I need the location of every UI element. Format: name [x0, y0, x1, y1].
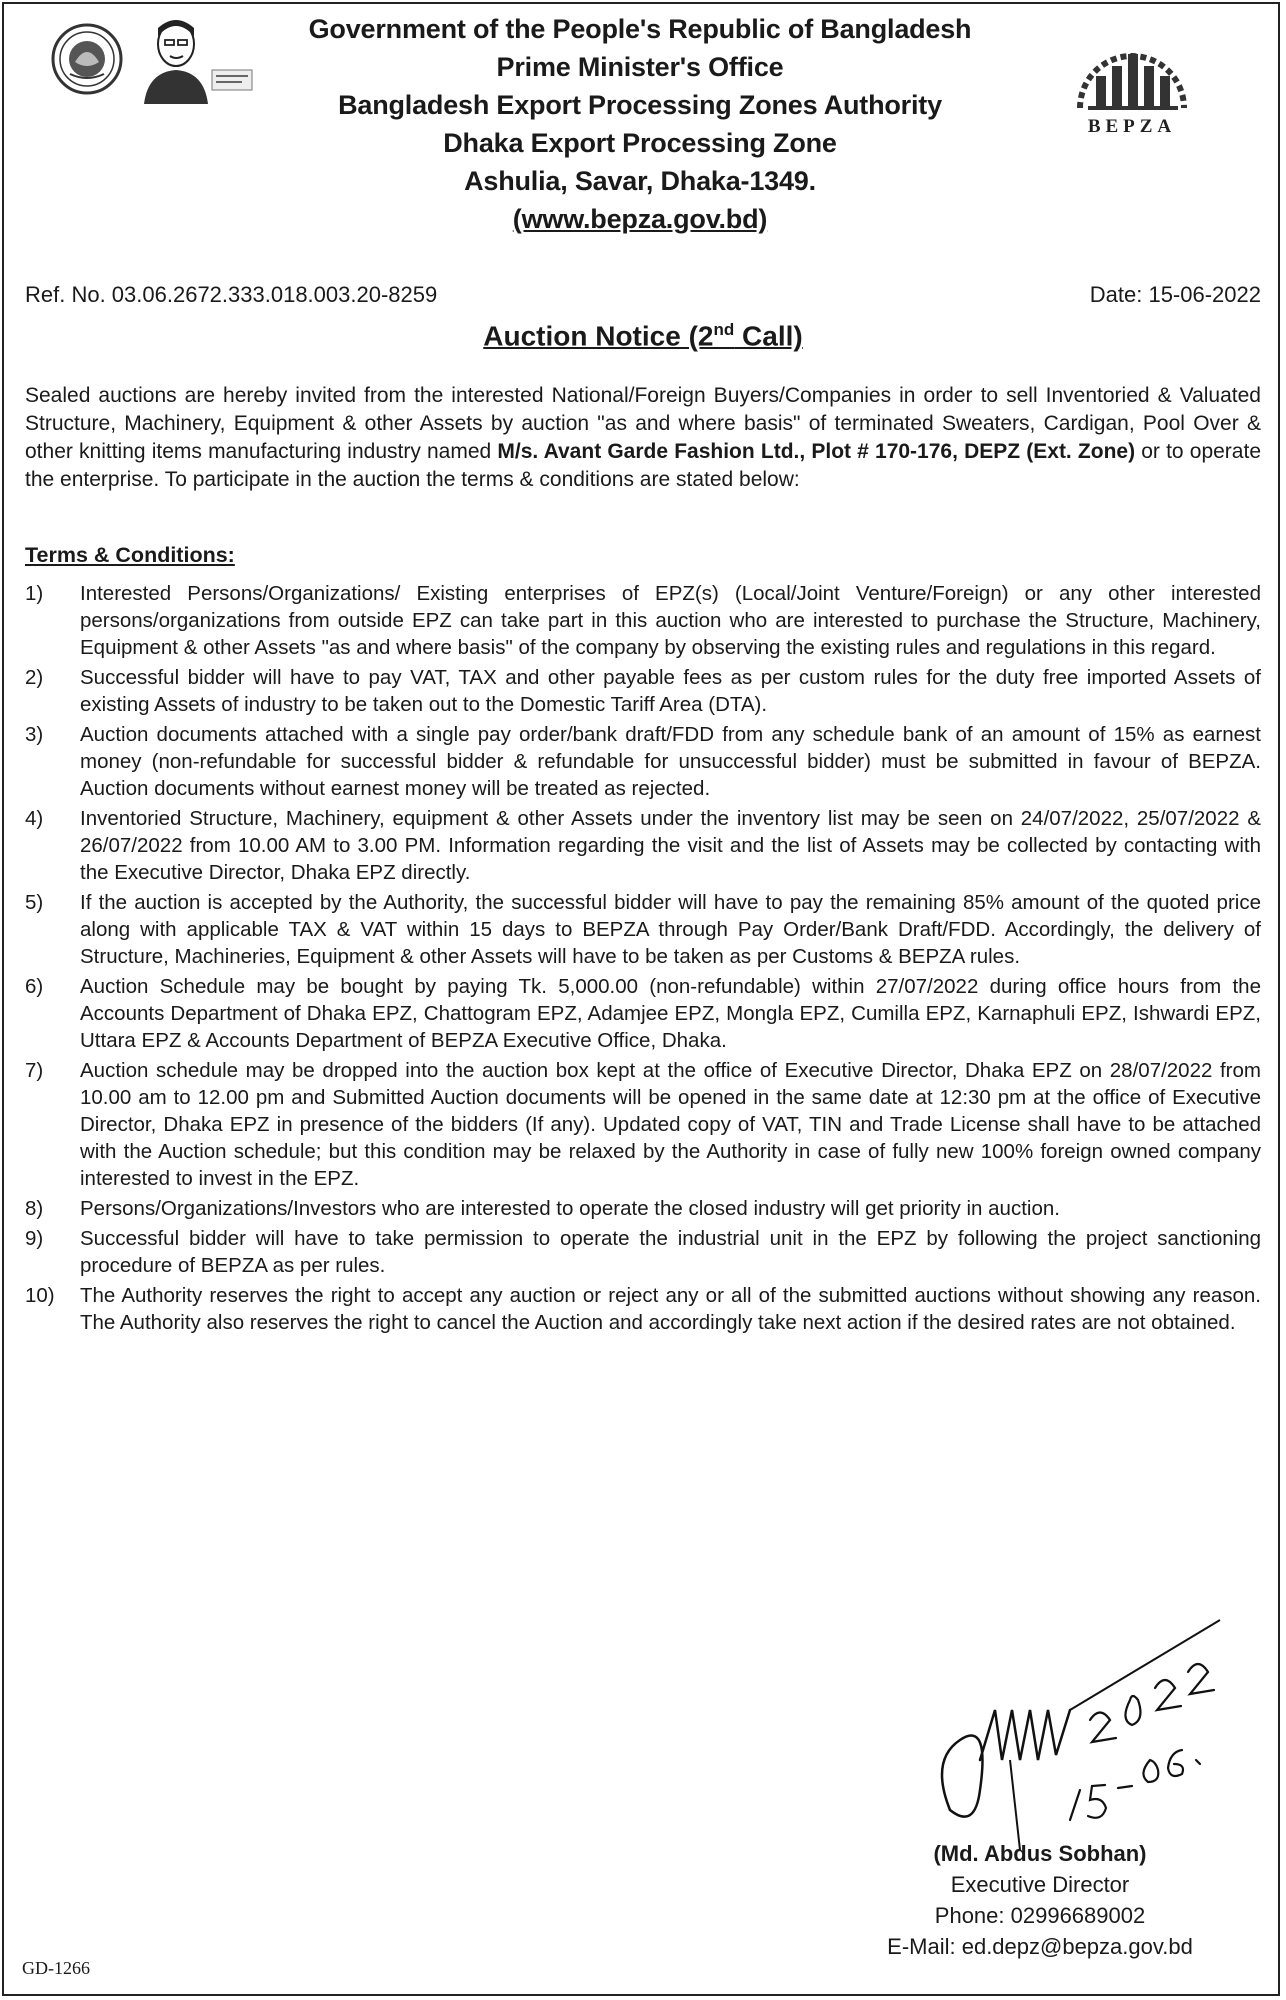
term-text: Interested Persons/Organizations/ Existing enterprises of EPZ(s) (Local/Joint Venture/Foreign) or any other interested persons/organizations from outside EPZ can take part in this auction who are interested to purchase the Structure, Machinery, Equipment & other Assets "as and where basis" of the company by observing the existing rules and regulations in this regard. — [80, 582, 1261, 659]
term-text: If the auction is accepted by the Authority, the successful bidder will have to pay the remaining 85% amount of the quoted price along with applicable TAX & VAT within 15 days to BEPZA through Pay Order/Bank Draft/FDD. Accordingly, the delivery of Structure, Machineries, Equipment & other Assets will have to be taken as per Customs & BEPZA rules. — [80, 891, 1261, 968]
header-line-pmo: Prime Minister's Office — [496, 52, 784, 82]
bepza-logo-icon — [1062, 36, 1202, 136]
term-text: Auction documents attached with a single pay order/bank draft/FDD from any schedule bank of an amount of 15% as earnest money (non-refundable for successful bidder & refundable for unsuccessful bidder) must be submitted in favour of BEPZA. Auction documents without earnest money will be treated as rejected. — [80, 723, 1261, 800]
term-number: 10) — [25, 1284, 55, 1307]
term-number: 7) — [25, 1059, 44, 1082]
term-item — [25, 1282, 1261, 1336]
company-name: M/s. Avant Garde Fashion Ltd., Plot # 170-176, DEPZ (Ext. Zone) — [497, 440, 1136, 463]
header-line-depz: Dhaka Export Processing Zone — [443, 128, 837, 158]
term-text: Successful bidder will have to take permission to operate the industrial unit in the EPZ by following the project sanctioning procedure of BEPZA as per rules. — [80, 1227, 1261, 1277]
term-number: 9) — [25, 1227, 44, 1250]
term-text: The Authority reserves the right to accept any auction or reject any or all of the submitted auctions without showing any reason. The Authority also reserves the right to cancel the Auction and accordingly take next action if the desired rates are not obtained. — [80, 1284, 1261, 1334]
terms-heading: Terms & Conditions: — [25, 543, 235, 567]
header-line-address: Ashulia, Savar, Dhaka-1349. — [464, 166, 816, 196]
letterhead — [0, 10, 1286, 240]
term-item — [25, 805, 1261, 886]
title-main: Auction Notice (2 — [483, 320, 714, 352]
term-number: 3) — [25, 723, 44, 746]
term-text: Auction schedule may be dropped into the auction box kept at the office of Executive Director, Dhaka EPZ on 28/07/2022 from 10.00 am to 12.00 pm and Submitted Auction documents will be opened in the same date at 12:30 pm at the office of Executive Director, Dhaka EPZ in presence of the bidders (If any). Updated copy of VAT, TIN and Trade License shall have to be attached with the Auction schedule; but this condition may be relaxed by the Authority in case of fully new 100% foreign owned company interested to invest in the EPZ. — [80, 1059, 1261, 1190]
intro-text-end: or to operate the enterprise. To participate in the auction the terms & conditions are stated below: — [25, 440, 1261, 491]
signatory-block — [820, 1838, 1260, 1962]
signature-date-handwriting — [1070, 1664, 1214, 1820]
portrait-icon — [138, 14, 258, 104]
term-item — [25, 1195, 1261, 1222]
intro-paragraph — [25, 382, 1261, 494]
website-link[interactable]: (www.bepza.gov.bd) — [512, 204, 768, 234]
term-number: 1) — [25, 582, 44, 605]
handwritten-signature — [920, 1560, 1250, 1860]
term-text: Inventoried Structure, Machinery, equipment & other Assets under the inventory list may be seen on 24/07/2022, 25/07/2022 & 26/07/2022 from 10.00 AM to 3.00 PM. Information regarding the visit and the list of Assets may be collected by contacting with the Executive Director, Dhaka EPZ directly. — [80, 807, 1261, 884]
letterhead-text — [250, 10, 1030, 238]
term-item — [25, 973, 1261, 1054]
term-item — [25, 889, 1261, 970]
term-number: 6) — [25, 975, 44, 998]
signatory-name: (Md. Abdus Sobhan) — [933, 1841, 1147, 1866]
signatory-designation: Executive Director — [950, 1872, 1130, 1897]
term-item — [25, 580, 1261, 661]
term-number: 2) — [25, 666, 44, 689]
term-text: Auction Schedule may be bought by paying Tk. 5,000.00 (non-refundable) within 27/07/2022 during office hours from the Accounts Department of Dhaka EPZ, Chattogram EPZ, Adamjee EPZ, Mongla EPZ, Cumilla EPZ, Karnaphuli EPZ, Ishwardi EPZ, Uttara EPZ & Accounts Department of BEPZA Executive Office, Dhaka. — [80, 975, 1261, 1052]
bepza-logo-text: BEPZA — [1087, 116, 1177, 136]
term-text: Successful bidder will have to pay VAT, TAX and other payable fees as per custom rules for the duty free imported Assets of existing Assets of industry to be taken out to the Domestic Tariff Area (DTA). — [80, 666, 1261, 716]
reference-line — [25, 282, 1261, 308]
intro-text-start: Sealed auctions are hereby invited from the interested National/Foreign Buyers/Companies in order to sell Inventoried & Valuated Structure, Machinery, Equipment & other Assets by auction "as and where basis" of terminated Sweaters, Cardigan, Pool Over & other knitting items manufacturing industry named — [25, 384, 1261, 463]
header-line-government: Government of the People's Republic of Bangladesh — [308, 14, 972, 44]
term-number: 8) — [25, 1197, 44, 1220]
page-title — [0, 320, 1286, 352]
terms-list — [25, 580, 1261, 1339]
title-end: Call) — [734, 320, 803, 352]
term-number: 4) — [25, 807, 44, 830]
header-line-bepza: Bangladesh Export Processing Zones Authority — [338, 90, 942, 120]
notice-date: Date: 15-06-2022 — [1089, 282, 1261, 307]
signatory-email[interactable]: E-Mail: ed.depz@bepza.gov.bd — [887, 1934, 1193, 1959]
signatory-phone: Phone: 02996689002 — [934, 1903, 1146, 1928]
term-item — [25, 664, 1261, 718]
footer-code: GD-1266 — [22, 1958, 90, 1978]
term-number: 5) — [25, 891, 44, 914]
term-item — [25, 1057, 1261, 1192]
title-sup: nd — [713, 320, 735, 339]
ref-number: Ref. No. 03.06.2672.333.018.003.20-8259 — [25, 282, 438, 307]
term-text: Persons/Organizations/Investors who are interested to operate the closed industry will get priority in auction. — [80, 1197, 1060, 1220]
term-item — [25, 1225, 1261, 1279]
government-emblem-icon — [50, 22, 124, 96]
term-item — [25, 721, 1261, 802]
